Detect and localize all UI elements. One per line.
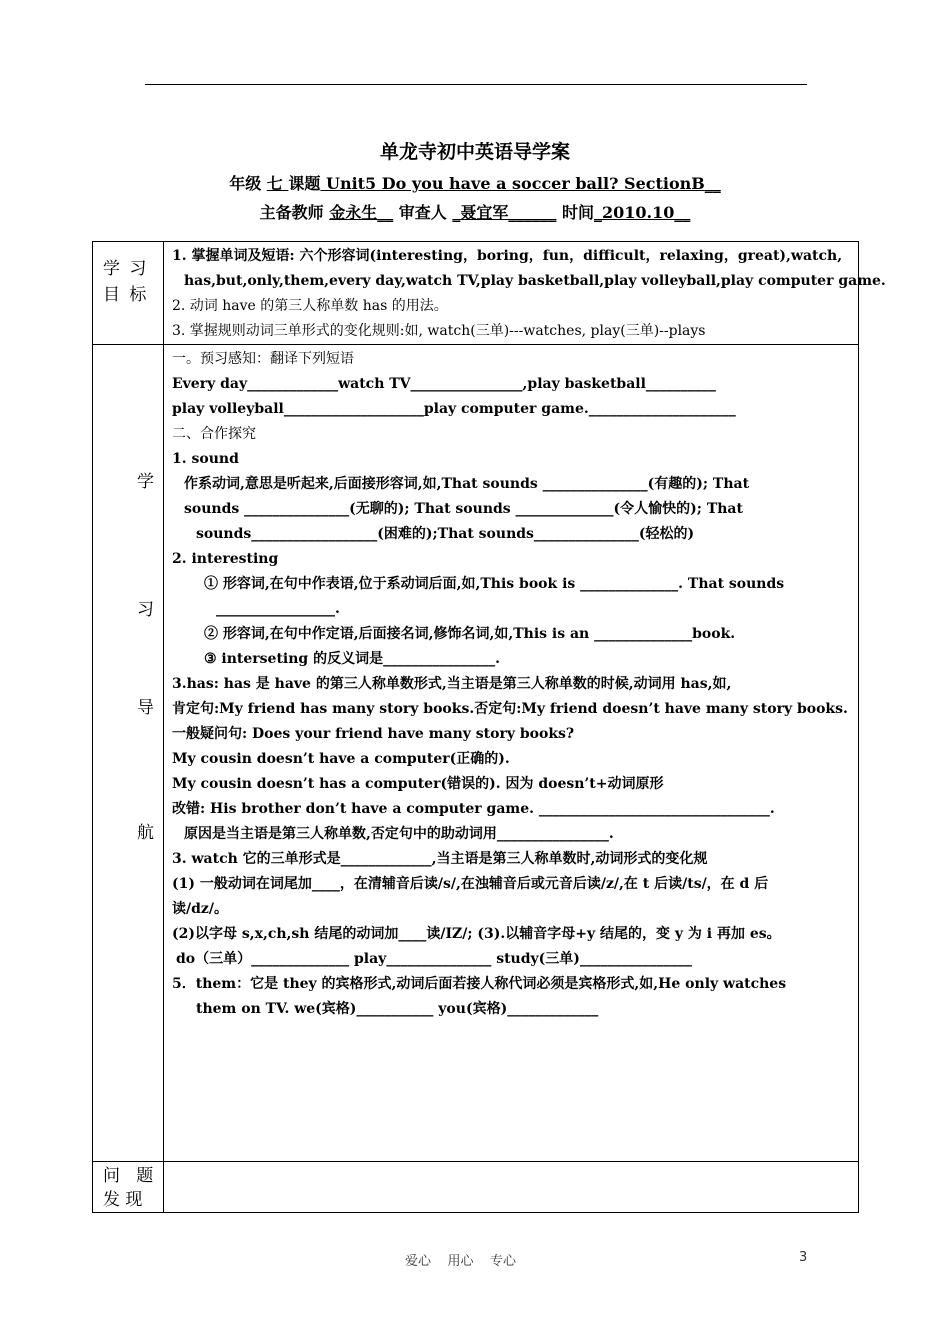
objective-3: 3. 掌握规则动词三单形式的变化规则:如, watch(三单)---watches, play(三单)--plays <box>172 323 706 339</box>
item-sound: 1. sound <box>172 451 239 467</box>
problems-label-2: 发 现 <box>103 1190 143 1210</box>
interesting-line-1: ① 形容词,在句中作表语,位于系动词后面,如,This book is ______________. That sounds <box>204 576 785 592</box>
guide-row <box>93 345 859 1162</box>
them-line-1: 5．them：它是 they 的宾格形式,动词后面若接人称代词必须是宾格形式,如,He only watches <box>172 976 787 992</box>
has-line-3: 一般疑问句: Does your friend have many story books? <box>172 726 575 742</box>
watch-rule-1-cont: 读/dz/。 <box>172 901 228 917</box>
correction-line: 改错: His brother don’t have a computer game. _________________________________. <box>172 801 775 817</box>
reviewer-value: _聂宜军______ <box>452 203 557 222</box>
objective-1-cont: has,but,only,them,every day,watch TV,play basketball,play volleyball,play computer game. <box>184 273 886 289</box>
grade-topic-line <box>0 171 950 194</box>
guide-label-3: 导 <box>137 698 154 718</box>
grade-label: 年级 <box>229 174 262 193</box>
reason-line: 原因是当主语是第三人称单数,否定句中的助动词用________________. <box>184 826 614 842</box>
watch-line-1: 3. watch 它的三单形式是_____________,当主语是第三人称单数时,动词形式的变化规 <box>172 851 708 867</box>
has-line-5: My cousin doesn’t has a computer(错误的). 因为 doesn’t+动词原形 <box>172 776 664 792</box>
guide-label-cell <box>93 345 164 1162</box>
teacher-label: 主备教师 <box>259 203 324 222</box>
guide-label-2: 习 <box>137 600 154 620</box>
header-rule <box>145 84 807 85</box>
problems-label-cell <box>93 1162 164 1213</box>
time-label: 时间 <box>561 203 594 222</box>
has-line-2: 肯定句:My friend has many story books.否定句:My friend doesn’t have many story books. <box>172 701 848 717</box>
lesson-table <box>92 241 886 1213</box>
guide-label-1: 学 <box>137 472 154 492</box>
guide-content <box>164 345 859 1162</box>
objectives-row <box>93 242 859 345</box>
explore-heading: 二、合作探究 <box>172 426 256 442</box>
reviewer-label: 审查人 <box>398 203 447 222</box>
has-line-1: 3.has: has 是 have 的第三人称单数形式,当主语是第三人称单数的时候,动词用 has,如, <box>172 676 732 692</box>
sound-line-3: sounds__________________(困难的);That sounds_______________(轻松的) <box>196 526 695 542</box>
problems-row <box>93 1162 859 1213</box>
document-title: 单龙寺初中英语导学案 <box>379 141 570 163</box>
phrase-line-2: play volleyball____________________play computer game._____________________ <box>172 401 736 417</box>
objectives-content <box>164 242 886 345</box>
page-number: 3 <box>799 1250 808 1265</box>
phrase-line-1: Every day_____________watch TV________________,play basketball__________ <box>172 376 716 392</box>
topic-label: 课题 <box>288 174 321 193</box>
teacher-value: 金永生__ <box>329 203 394 222</box>
teacher-line <box>0 200 950 223</box>
interesting-line-2: _________________. <box>216 601 340 617</box>
topic-value: Unit5 Do you have a soccer ball? SectionB__ <box>325 174 721 193</box>
interesting-line-4: ③ interseting 的反义词是________________. <box>204 651 500 667</box>
problems-label-1: 问 题 <box>103 1166 154 1186</box>
interesting-line-3: ② 形容词,在句中作定语,后面接名词,修饰名词,如,This is an ______________book. <box>204 626 736 642</box>
footer-motto: 爱心 用心 专心 <box>405 1254 517 1269</box>
objective-2: 2. 动词 have 的第三人称单数 has 的用法。 <box>172 298 448 314</box>
sound-line-1: 作系动词,意思是听起来,后面接形容词,如,That sounds _______________(有趣的); That <box>184 476 750 492</box>
sound-line-2: sounds _______________(无聊的); That sounds ______________(令人愉快的); That <box>184 501 743 517</box>
objectives-label-cell <box>93 242 164 345</box>
objectives-label: 学 习 目 标 <box>103 259 149 305</box>
them-line-2: them on TV. we(宾格)___________ you(宾格)_____________ <box>196 1001 599 1017</box>
watch-rule-1: (1) 一般动词在词尾加____，在清辅音后读/s/,在浊辅音后或元音后读/z/,在 t 后读/ts/，在 d 后 <box>172 876 769 892</box>
watch-rule-2: (2)以字母 s,x,ch,sh 结尾的动词加____读/IZ/; (3).以辅音字母+y 结尾的，变 y 为 i 再加 es。 <box>172 926 781 942</box>
has-line-4: My cousin doesn’t have a computer(正确的). <box>172 751 510 767</box>
preview-heading: 一。预习感知：翻译下列短语 <box>172 351 354 367</box>
objective-1: 1. 掌握单词及短语: 六个形容词(interesting，boring，fun，difficult，relaxing，great),watch, <box>172 248 843 264</box>
item-interesting: 2. interesting <box>172 551 279 567</box>
guide-label-4: 航 <box>137 823 154 843</box>
third-person-line: do（三单）______________ play_______________ study(三单)________________ <box>176 951 692 967</box>
time-value: _2010.10__ <box>594 203 691 222</box>
problems-content[interactable] <box>164 1162 859 1213</box>
grade-value: 七 <box>266 174 283 193</box>
